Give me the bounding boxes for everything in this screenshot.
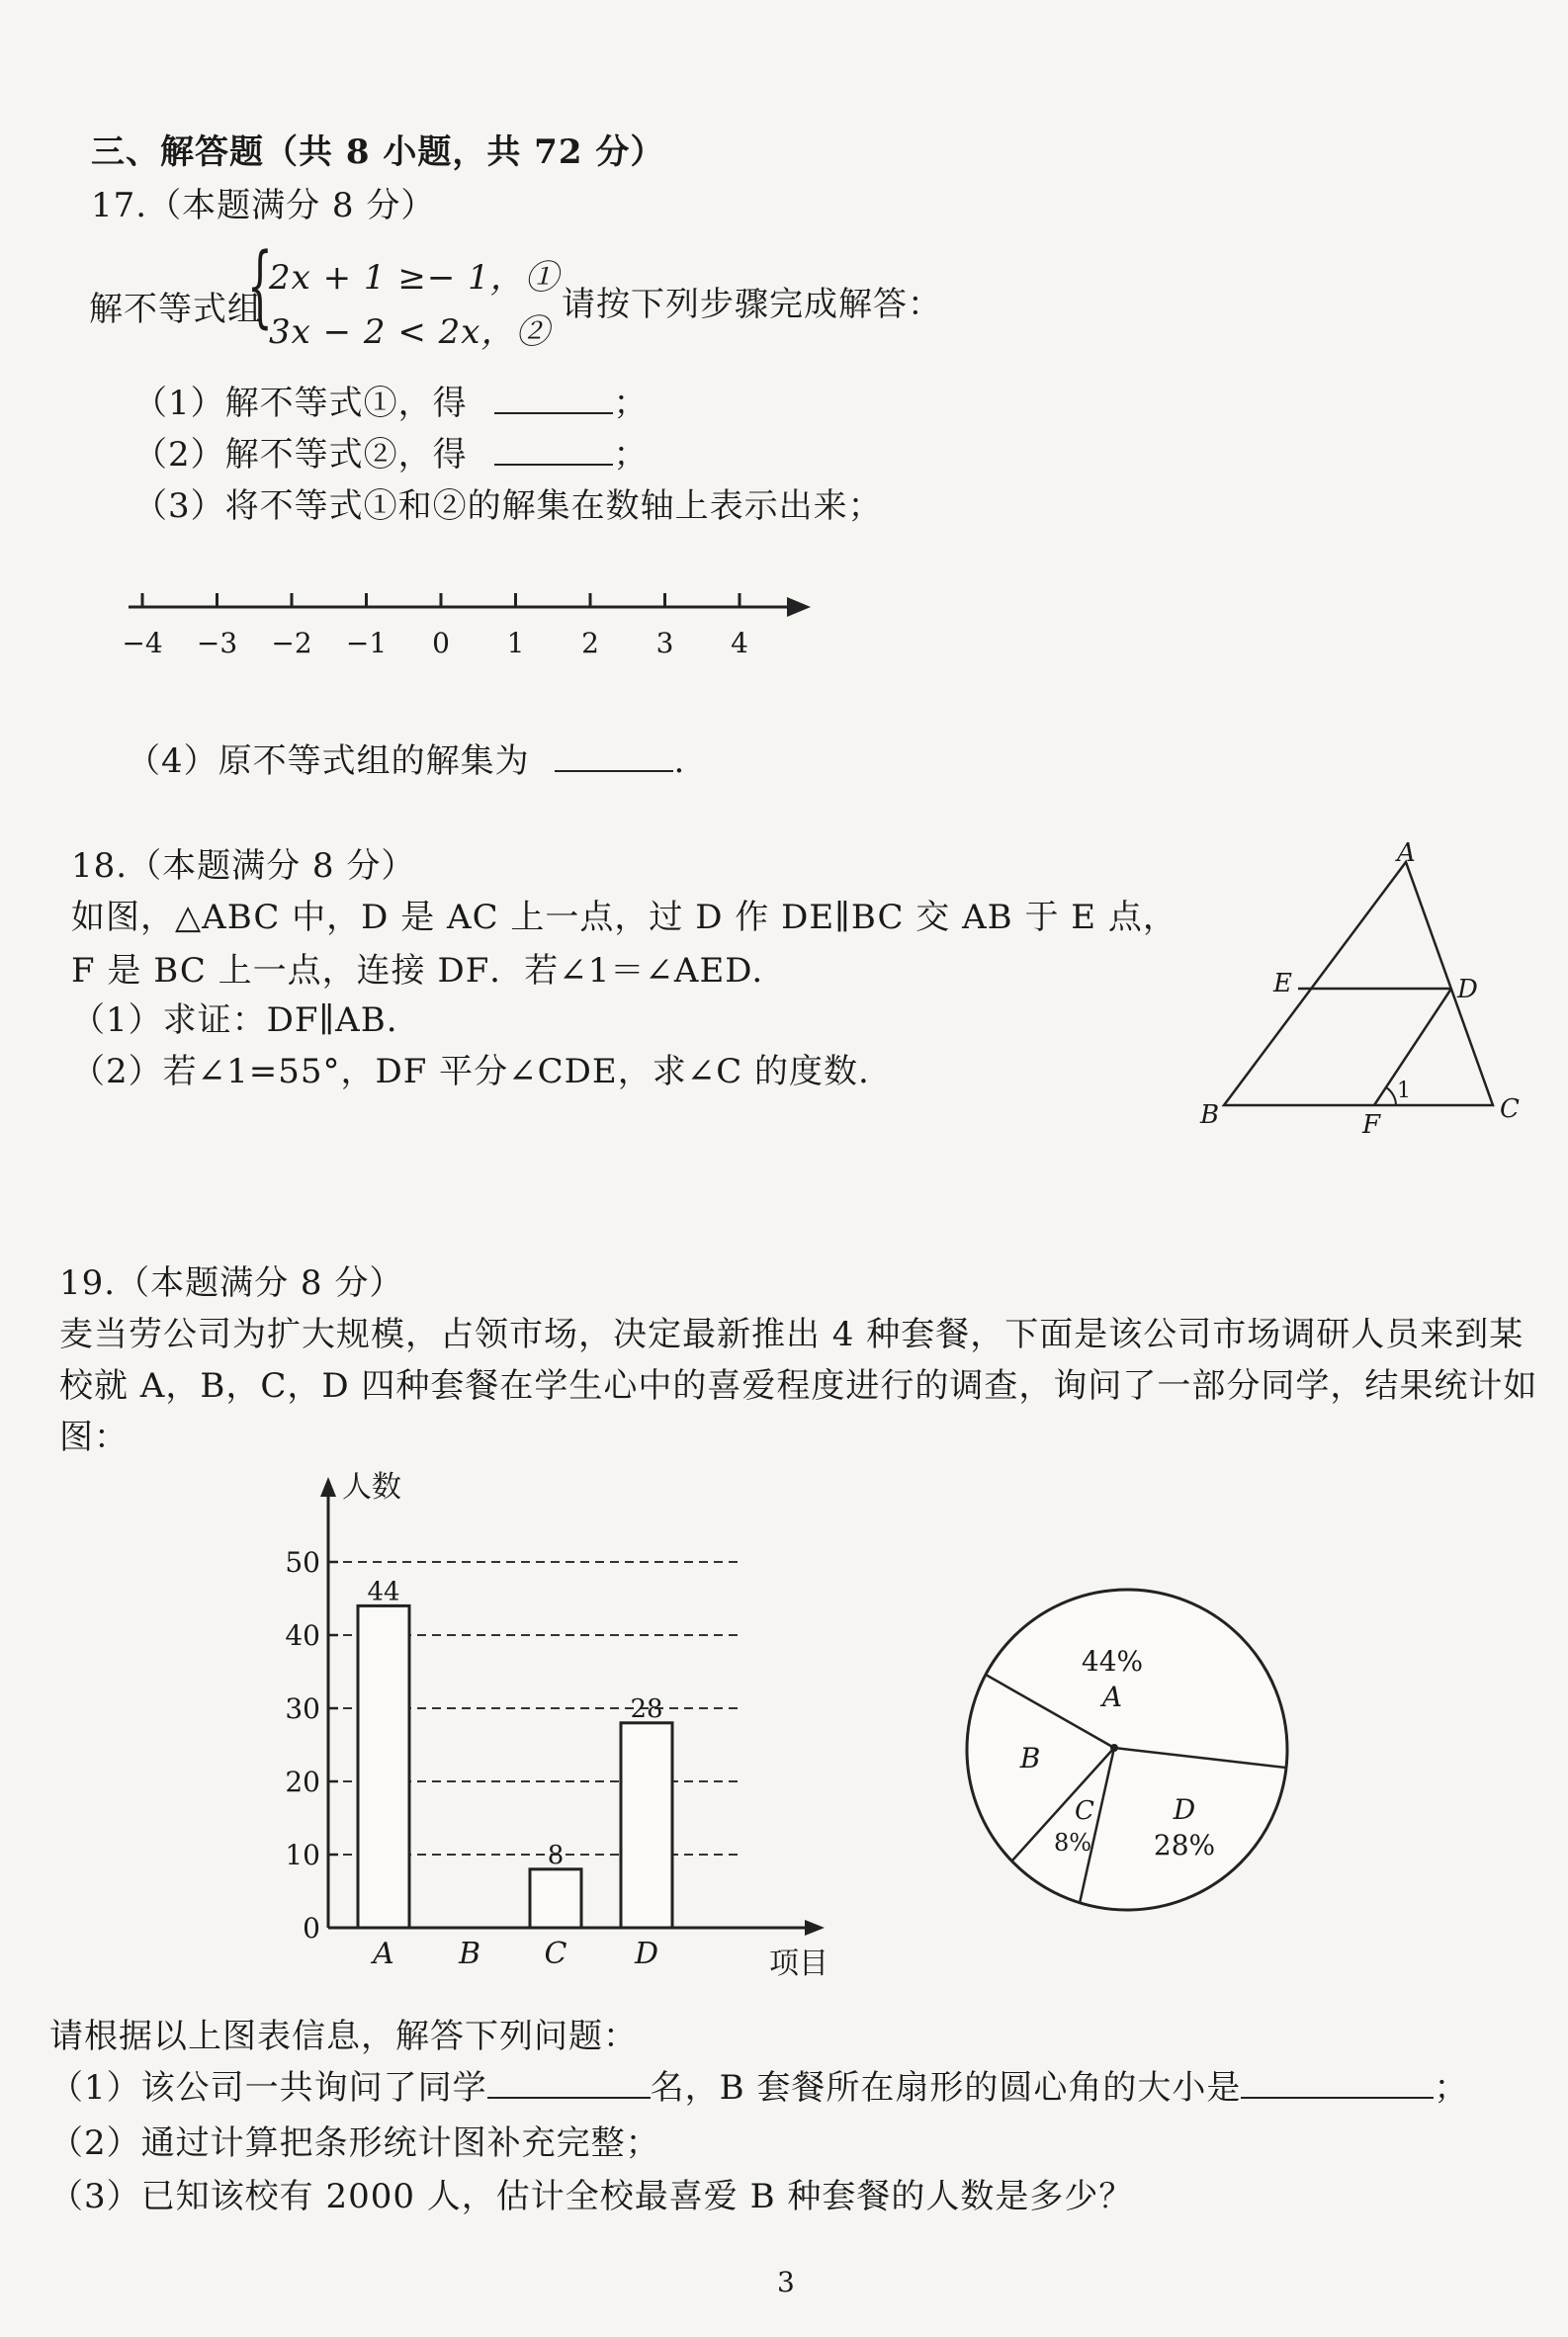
y-axis-arrow	[320, 1477, 336, 1497]
answer-blank[interactable]	[494, 412, 613, 414]
q17-step-4	[127, 734, 685, 782]
section-title: 三、解答题（共 8 小题，共 72 分）	[91, 132, 665, 172]
x-tick-label: D	[634, 1937, 659, 1971]
label-d: D	[1457, 975, 1478, 1004]
answer-blank[interactable]	[494, 464, 613, 466]
y-tick-label: 10	[285, 1839, 320, 1871]
q19-question-2: （2）通过计算把条形统计图补充完整；	[49, 2123, 660, 2163]
q19-question-1-text-a: （1）该公司一共询问了同学	[49, 2068, 487, 2108]
q19-line-2: 校就 A，B，C，D 四种套餐在学生心中的喜爱程度进行的调查，询问了一部分同学，结果统计如	[59, 1366, 1538, 1406]
number-line-label: 2	[581, 627, 599, 659]
number-line-label: −3	[196, 627, 238, 659]
q19-question-1	[49, 2060, 1468, 2109]
segment-df	[1374, 989, 1451, 1105]
q17-intro: 解不等式组	[89, 290, 262, 329]
q17-step-3: （3）将不等式①和②的解集在数轴上表示出来；	[133, 486, 883, 526]
pie-slice-label: C	[1075, 1796, 1094, 1826]
pie-value-label: 28%	[1153, 1829, 1216, 1861]
pie-slice-label: A	[1101, 1681, 1123, 1713]
q19-question-1-text-b: 名，B 套餐所在扇形的圆心角的大小是	[650, 2068, 1242, 2108]
q18-part-2: （2）若∠1=55°，DF 平分∠CDE，求∠C 的度数.	[71, 1052, 870, 1091]
q17-step-4-text: （4）原不等式组的解集为	[127, 741, 530, 781]
y-axis-label: 人数	[342, 1470, 401, 1505]
y-tick-label: 40	[285, 1619, 320, 1652]
label-c: C	[1500, 1094, 1520, 1124]
pie-center-dot	[1110, 1744, 1118, 1752]
bar-value-label: 28	[630, 1693, 663, 1724]
q18-line-2: F 是 BC 上一点，连接 DF．若∠1＝∠AED.	[71, 951, 764, 991]
angle-1-arc	[1386, 1087, 1396, 1105]
x-tick-label: A	[373, 1937, 394, 1971]
q17-step-1	[133, 376, 648, 424]
x-axis-arrow	[805, 1920, 825, 1936]
label-e: E	[1273, 969, 1292, 998]
number-line-label: 0	[432, 627, 450, 659]
x-tick-label: C	[544, 1937, 567, 1971]
bar-chart	[267, 1463, 860, 1987]
number-line	[119, 573, 830, 672]
label-a: A	[1397, 838, 1416, 868]
q17-header: 17.（本题满分 8 分）	[91, 186, 436, 225]
pie-value-label: 44%	[1081, 1645, 1144, 1678]
label-f: F	[1362, 1110, 1381, 1140]
pie-slice-label: B	[1019, 1742, 1041, 1774]
q17-step-2-text: （2）解不等式②，得	[133, 435, 468, 475]
number-line-label: −1	[345, 627, 388, 659]
number-line-label: 4	[731, 627, 748, 659]
q18-part-1: （1）求证：DF∥AB.	[71, 1000, 398, 1040]
pie-chart	[949, 1572, 1305, 1928]
y-tick-label: 30	[285, 1692, 320, 1725]
triangle-figure	[1186, 830, 1542, 1147]
q17-inequality-2: 3x − 2 < 2x，②	[269, 312, 551, 352]
triangle-abc	[1224, 862, 1493, 1105]
q18-header: 18.（本题满分 8 分）	[71, 846, 416, 886]
q19-line-1: 麦当劳公司为扩大规模，占领市场，决定最新推出 4 种套餐，下面是该公司市场调研人员来到某	[59, 1315, 1524, 1354]
x-tick-label: B	[458, 1937, 481, 1971]
pie-value-label: 8%	[1053, 1829, 1092, 1857]
system-brace: {	[247, 234, 273, 338]
q19-question-3: （3）已知该校有 2000 人，估计全校最喜爱 B 种套餐的人数是多少？	[49, 2177, 1134, 2216]
bar-d	[621, 1723, 672, 1928]
q19-header: 19.（本题满分 8 分）	[59, 1263, 404, 1303]
number-line-label: −4	[122, 627, 163, 659]
semicolon: ；	[613, 435, 649, 475]
q17-step-1-text: （1）解不等式①，得	[133, 384, 468, 423]
semicolon: ；	[613, 384, 649, 423]
number-line-label: 1	[506, 627, 525, 659]
answer-blank[interactable]	[487, 2097, 651, 2099]
y-tick-label: 50	[285, 1546, 320, 1579]
number-line-label: 3	[655, 627, 674, 659]
label-angle-1: 1	[1397, 1079, 1411, 1103]
x-axis-label: 项目	[769, 1947, 828, 1981]
bar-a	[358, 1605, 409, 1928]
number-line-arrow	[787, 597, 811, 617]
period: .	[673, 741, 686, 781]
q17-step-2	[133, 427, 648, 476]
q19-line-3: 图：	[59, 1418, 129, 1457]
q18-line-1: 如图，△ABC 中，D 是 AC 上一点，过 D 作 DE∥BC 交 AB 于 E 点，	[71, 898, 1177, 937]
answer-blank[interactable]	[555, 770, 673, 772]
q17-inequality-1: 2x + 1 ≥− 1，①	[269, 258, 560, 298]
y-tick-label: 0	[303, 1912, 320, 1945]
number-line-label: −2	[271, 627, 312, 659]
bar-c	[530, 1869, 581, 1928]
q17-instruction: 请按下列步骤完成解答：	[562, 285, 942, 324]
bar-value-label: 8	[547, 1840, 565, 1870]
label-b: B	[1200, 1100, 1220, 1130]
y-tick-label: 20	[285, 1766, 320, 1798]
answer-blank[interactable]	[1241, 2097, 1434, 2099]
bar-value-label: 44	[367, 1577, 400, 1607]
page-number: 3	[777, 2266, 796, 2298]
semicolon: ；	[1434, 2068, 1469, 2108]
pie-slice-label: D	[1173, 1793, 1196, 1826]
q19-prompt: 请根据以上图表信息，解答下列问题：	[49, 2017, 638, 2056]
